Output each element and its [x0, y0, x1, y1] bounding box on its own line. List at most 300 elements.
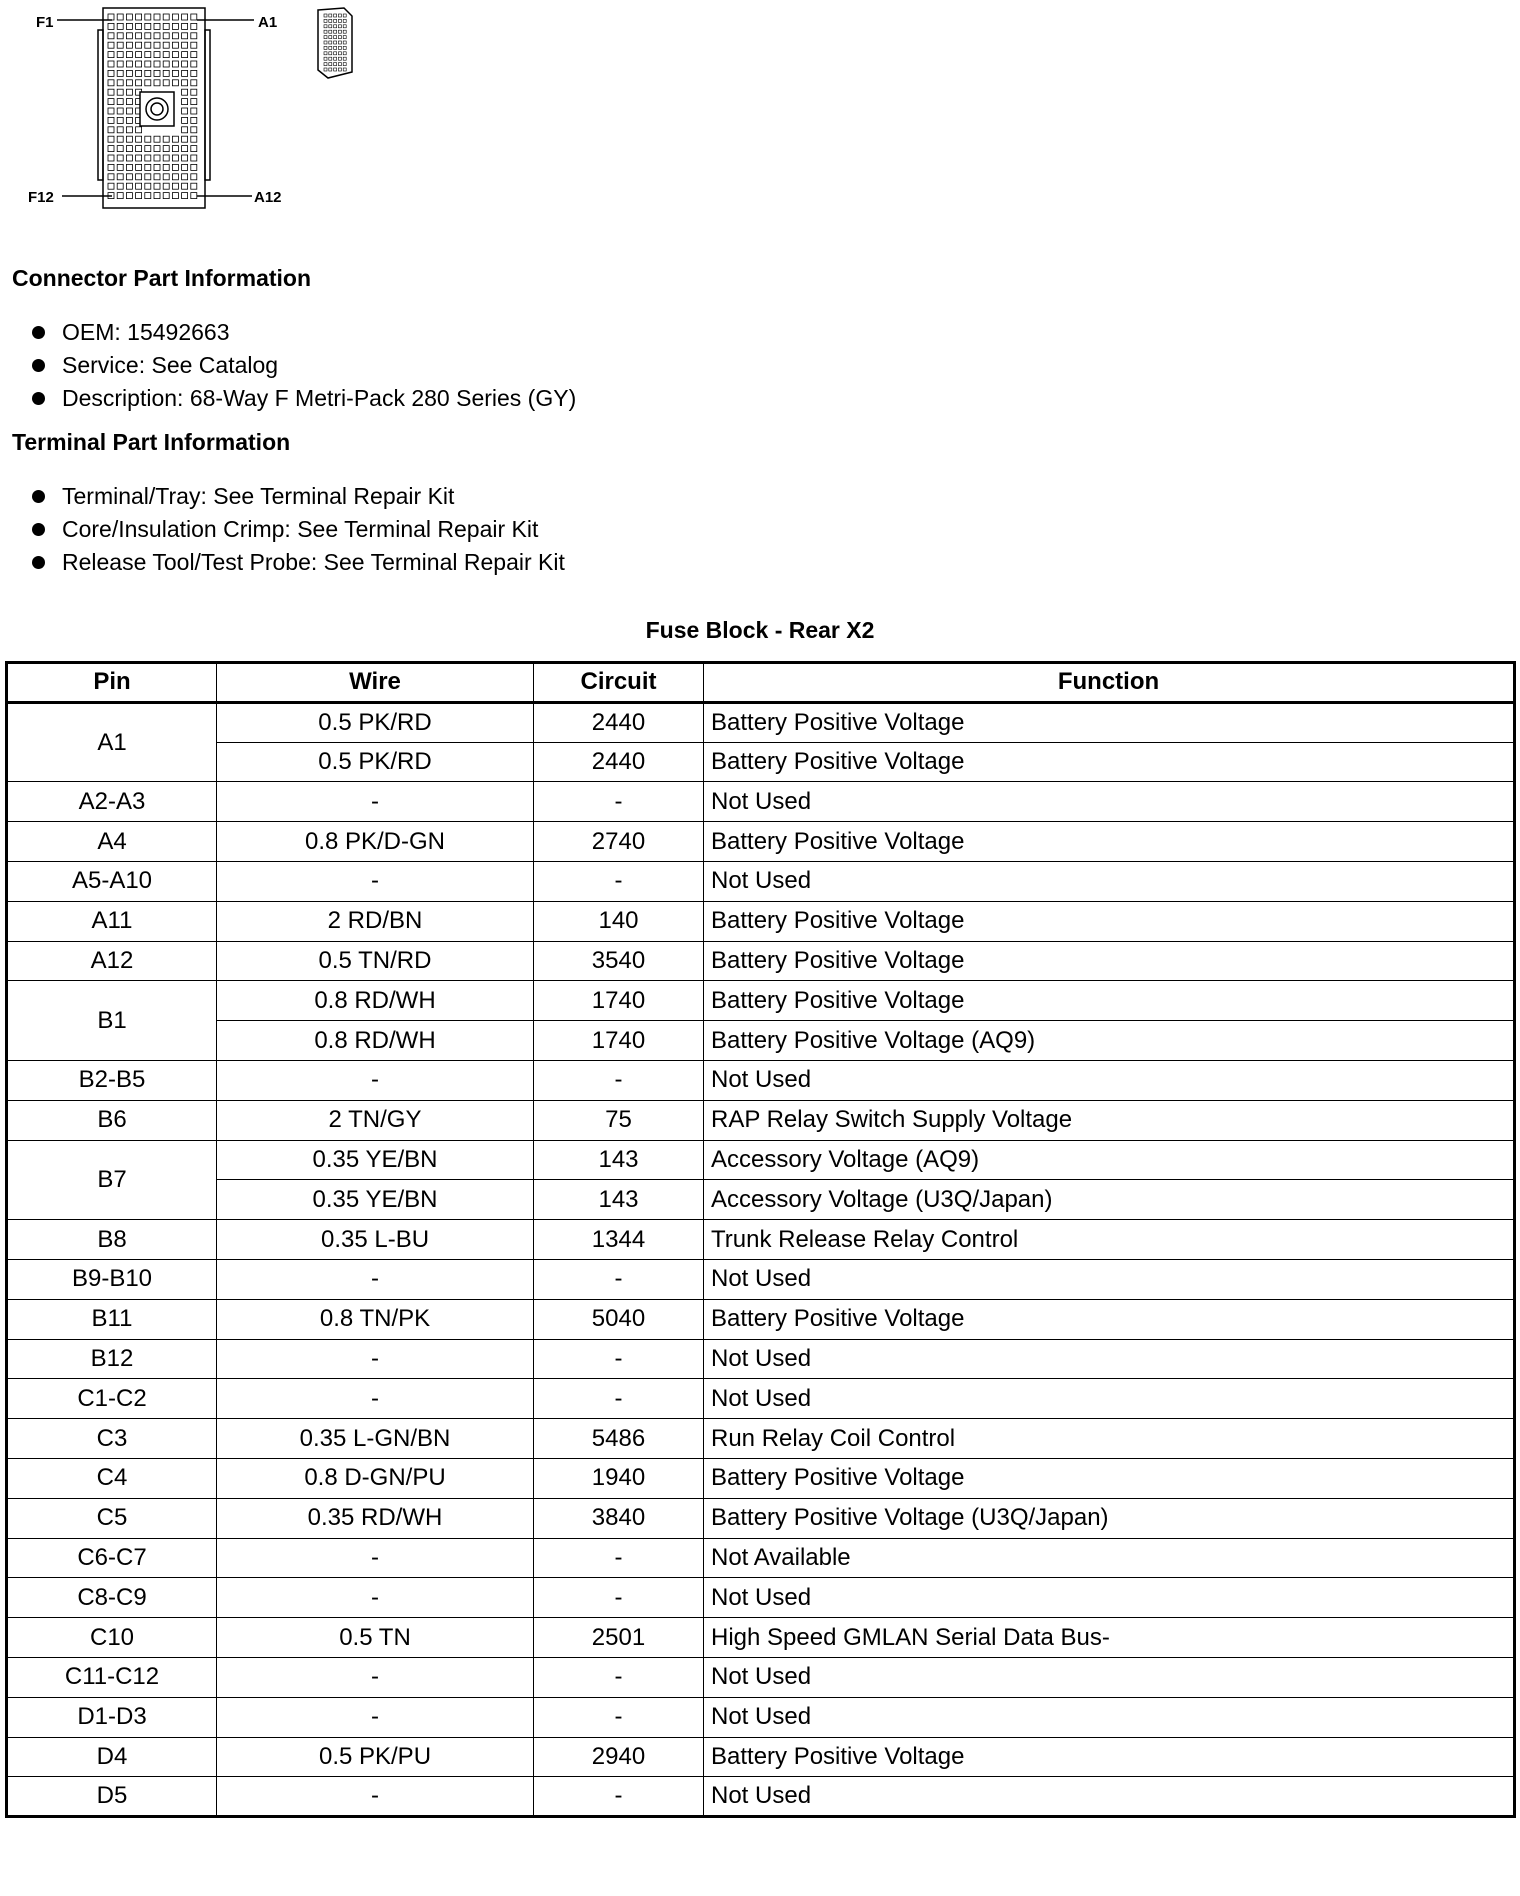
table-row [7, 901, 1515, 941]
cell-wire: 2 RD/BN [217, 901, 534, 941]
cell-circuit: - [534, 861, 704, 901]
side-pin-cavity [343, 41, 346, 44]
pin-cavity [182, 164, 188, 170]
pin-cavity [191, 70, 197, 76]
bullet-icon [32, 556, 45, 569]
bullet-icon [32, 359, 45, 372]
side-pin-cavity [329, 19, 332, 22]
pin-cavity [172, 193, 178, 199]
side-pin-cavity [329, 36, 332, 39]
cell-circuit: 143 [534, 1180, 704, 1220]
side-pin-cavity [338, 63, 341, 66]
pin-cavity [182, 127, 188, 133]
pin-cavity [126, 155, 132, 161]
cell-wire: 0.8 PK/D-GN [217, 822, 534, 862]
table-row [7, 1060, 1515, 1100]
pin-cavity [191, 61, 197, 67]
table-title: Fuse Block - Rear X2 [645, 617, 875, 643]
cell-pin: A4 [7, 822, 217, 862]
pin-cavity [191, 14, 197, 20]
pin-cavity [182, 99, 188, 105]
cell-function: Battery Positive Voltage (AQ9) [704, 1021, 1515, 1061]
cell-circuit: 2740 [534, 822, 704, 862]
side-pin-cavity [343, 57, 346, 60]
side-pin-cavity [334, 30, 337, 33]
cell-function: Accessory Voltage (U3Q/Japan) [704, 1180, 1515, 1220]
cell-circuit: - [534, 1259, 704, 1299]
pin-cavity [182, 33, 188, 39]
side-pin-cavity [324, 25, 327, 28]
pin-cavity [191, 42, 197, 48]
label-a12: A12 [254, 189, 282, 206]
pin-cavity [117, 146, 123, 152]
side-pin-cavity [338, 14, 341, 17]
pin-cavity [117, 136, 123, 142]
pin-cavity [136, 136, 142, 142]
cell-function: Not Used [704, 1379, 1515, 1419]
pin-cavity [145, 70, 151, 76]
pin-cavity [145, 80, 151, 86]
pin-cavity [126, 80, 132, 86]
side-pin-cavity [334, 63, 337, 66]
label-a1: A1 [258, 14, 278, 31]
pin-cavity [182, 80, 188, 86]
pin-cavity [136, 14, 142, 20]
header-wire: Wire [217, 663, 534, 703]
cell-function: Battery Positive Voltage [704, 702, 1515, 742]
list-item: Release Tool/Test Probe: See Terminal Repair Kit [28, 546, 565, 579]
side-pin-cavity [329, 52, 332, 55]
side-pin-cavity [343, 19, 346, 22]
side-pin-cavity [329, 30, 332, 33]
pin-cavity [108, 164, 114, 170]
side-pin-cavity [334, 57, 337, 60]
pin-cavity [117, 127, 123, 133]
connector-side-view [318, 8, 352, 78]
cell-pin: C6-C7 [7, 1538, 217, 1578]
side-pin-cavity [324, 36, 327, 39]
connector-part-info-title: Connector Part Information [12, 265, 312, 291]
pin-cavity [117, 42, 123, 48]
pin-cavity [108, 80, 114, 86]
pin-cavity [172, 52, 178, 58]
pin-cavity [163, 70, 169, 76]
pin-cavity [172, 155, 178, 161]
pin-cavity [136, 52, 142, 58]
pin-cavity [182, 108, 188, 114]
side-pin-cavity [343, 30, 346, 33]
pin-cavity [163, 61, 169, 67]
table-row [7, 1180, 1515, 1220]
pin-cavity [108, 14, 114, 20]
pin-cavity [163, 183, 169, 189]
cell-function: Battery Positive Voltage [704, 822, 1515, 862]
table-row [7, 1737, 1515, 1777]
cell-wire: 0.5 TN [217, 1618, 534, 1658]
bullet-icon [32, 490, 45, 503]
cell-wire: 0.5 PK/RD [217, 702, 534, 742]
pin-cavity [136, 127, 142, 133]
pin-cavity [154, 174, 160, 180]
table-row [7, 981, 1515, 1021]
pin-cavity [117, 61, 123, 67]
side-pin-cavity [343, 14, 346, 17]
side-pin-cavity [338, 36, 341, 39]
pin-cavity [191, 155, 197, 161]
pin-cavity [108, 89, 114, 95]
side-pin-cavity [334, 52, 337, 55]
pin-cavity [126, 14, 132, 20]
pin-cavity [145, 52, 151, 58]
pin-cavity [172, 136, 178, 142]
pin-cavity [191, 52, 197, 58]
cell-function: Battery Positive Voltage [704, 1458, 1515, 1498]
cell-pin: A5-A10 [7, 861, 217, 901]
side-pin-cavity [329, 41, 332, 44]
cell-wire: 0.35 L-GN/BN [217, 1419, 534, 1459]
cell-wire: 0.5 TN/RD [217, 941, 534, 981]
pin-cavity [145, 174, 151, 180]
cell-wire: 0.8 TN/PK [217, 1299, 534, 1339]
pin-cavity [191, 146, 197, 152]
cell-wire: - [217, 1657, 534, 1697]
pin-cavity [191, 89, 197, 95]
pin-cavity [182, 14, 188, 20]
pin-cavity [126, 70, 132, 76]
cell-function: Not Used [704, 1657, 1515, 1697]
side-pin-cavity [343, 68, 346, 71]
pin-cavity [136, 23, 142, 29]
cell-function: Not Used [704, 1697, 1515, 1737]
cell-pin: B8 [7, 1220, 217, 1260]
pin-cavity [117, 164, 123, 170]
table-body [7, 702, 1515, 1816]
cell-wire: 0.35 L-BU [217, 1220, 534, 1260]
table-row [7, 822, 1515, 862]
cell-wire: 0.35 YE/BN [217, 1140, 534, 1180]
side-pin-cavity [329, 57, 332, 60]
pin-cavity [117, 117, 123, 123]
pin-cavity [126, 61, 132, 67]
cell-circuit: - [534, 1657, 704, 1697]
cell-wire: - [217, 1777, 534, 1817]
cell-pin: B2-B5 [7, 1060, 217, 1100]
pin-cavity [126, 174, 132, 180]
pin-cavity [172, 183, 178, 189]
pin-cavity [154, 61, 160, 67]
header-function: Function [704, 663, 1515, 703]
pin-cavity [163, 80, 169, 86]
pin-cavity [191, 108, 197, 114]
pin-cavity [163, 52, 169, 58]
table-row [7, 1538, 1515, 1578]
pin-cavity [163, 155, 169, 161]
pin-cavity [163, 42, 169, 48]
header-circuit: Circuit [534, 663, 704, 703]
header-pin: Pin [7, 663, 217, 703]
pin-cavity [191, 193, 197, 199]
cell-circuit: 2440 [534, 702, 704, 742]
table-row [7, 1697, 1515, 1737]
cell-pin: C1-C2 [7, 1379, 217, 1419]
cell-pin: A12 [7, 941, 217, 981]
cell-pin: C11-C12 [7, 1657, 217, 1697]
pin-cavity [154, 14, 160, 20]
pin-cavity [163, 193, 169, 199]
label-f1: F1 [36, 14, 54, 31]
cell-function: Not Used [704, 1777, 1515, 1817]
list-item: Service: See Catalog [28, 349, 576, 382]
pin-cavity [163, 33, 169, 39]
pin-cavity [108, 155, 114, 161]
pin-cavity [126, 52, 132, 58]
cell-function: Not Used [704, 861, 1515, 901]
cell-pin: C8-C9 [7, 1578, 217, 1618]
pin-cavity [154, 23, 160, 29]
cell-circuit: - [534, 1379, 704, 1419]
table-row [7, 1458, 1515, 1498]
cell-function: Battery Positive Voltage [704, 981, 1515, 1021]
pin-cavity [117, 33, 123, 39]
cell-pin: D1-D3 [7, 1697, 217, 1737]
pin-cavity [108, 61, 114, 67]
pin-cavity [182, 117, 188, 123]
pin-cavity [163, 164, 169, 170]
list-item: Core/Insulation Crimp: See Terminal Repair Kit [28, 513, 565, 546]
side-pin-cavity [343, 46, 346, 49]
cell-pin: B1 [7, 981, 217, 1061]
cell-circuit: 2501 [534, 1618, 704, 1658]
pin-cavity [182, 61, 188, 67]
pin-cavity [191, 174, 197, 180]
cell-function: Not Used [704, 1578, 1515, 1618]
cell-wire: 0.5 PK/PU [217, 1737, 534, 1777]
pin-cavity [126, 183, 132, 189]
table-row [7, 1299, 1515, 1339]
pin-cavity [108, 117, 114, 123]
cell-circuit: 143 [534, 1140, 704, 1180]
pin-cavity [108, 23, 114, 29]
cell-function: Accessory Voltage (AQ9) [704, 1140, 1515, 1180]
cell-circuit: 2440 [534, 742, 704, 782]
side-pin-cavity [324, 46, 327, 49]
table-row [7, 941, 1515, 981]
table-row [7, 1021, 1515, 1061]
side-pin-cavity [324, 63, 327, 66]
side-pin-cavity [324, 14, 327, 17]
cell-wire: 2 TN/GY [217, 1100, 534, 1140]
bullet-icon [32, 523, 45, 536]
table-row [7, 1100, 1515, 1140]
pin-cavity [172, 23, 178, 29]
side-pin-cavity [334, 41, 337, 44]
pin-cavity [191, 183, 197, 189]
cell-circuit: - [534, 1777, 704, 1817]
pin-cavity [191, 164, 197, 170]
pin-cavity [117, 174, 123, 180]
pin-cavity [145, 42, 151, 48]
connector-part-info-list [28, 316, 576, 415]
cell-pin: D5 [7, 1777, 217, 1817]
cell-function: Battery Positive Voltage [704, 901, 1515, 941]
pin-cavity [117, 193, 123, 199]
pin-cavity [145, 14, 151, 20]
cell-pin: A1 [7, 702, 217, 782]
pin-cavity [126, 89, 132, 95]
cell-circuit: 2940 [534, 1737, 704, 1777]
pin-cavity [172, 42, 178, 48]
pin-cavity [182, 89, 188, 95]
cell-wire: 0.8 RD/WH [217, 1021, 534, 1061]
pin-cavity [108, 146, 114, 152]
label-f12: F12 [28, 189, 54, 206]
pin-cavity [108, 108, 114, 114]
cell-circuit: - [534, 1578, 704, 1618]
pin-cavity [136, 183, 142, 189]
cell-function: Not Used [704, 1259, 1515, 1299]
pin-cavity [108, 99, 114, 105]
pin-cavity [126, 99, 132, 105]
side-pin-cavity [334, 25, 337, 28]
cell-circuit: 1344 [534, 1220, 704, 1260]
pin-cavity [108, 127, 114, 133]
pin-cavity [136, 33, 142, 39]
cell-pin: C10 [7, 1618, 217, 1658]
cell-function: Battery Positive Voltage (U3Q/Japan) [704, 1498, 1515, 1538]
side-pin-cavity [338, 46, 341, 49]
cell-pin: A2-A3 [7, 782, 217, 822]
pin-cavity [117, 80, 123, 86]
cell-wire: - [217, 1060, 534, 1100]
cell-pin: B9-B10 [7, 1259, 217, 1299]
pin-cavity [154, 42, 160, 48]
list-item: Description: 68-Way F Metri-Pack 280 Series (GY) [28, 382, 576, 415]
table-row [7, 1777, 1515, 1817]
pin-cavity [154, 136, 160, 142]
cell-circuit: - [534, 1060, 704, 1100]
cell-wire: 0.8 D-GN/PU [217, 1458, 534, 1498]
pin-cavity [154, 193, 160, 199]
pin-cavity [191, 117, 197, 123]
side-pin-cavity [343, 63, 346, 66]
side-pin-cavity [329, 14, 332, 17]
cell-function: RAP Relay Switch Supply Voltage [704, 1100, 1515, 1140]
pin-cavity [182, 70, 188, 76]
table-row [7, 1498, 1515, 1538]
cell-circuit: 75 [534, 1100, 704, 1140]
side-pin-cavity [334, 68, 337, 71]
cell-function: Not Available [704, 1538, 1515, 1578]
pin-cavity [108, 52, 114, 58]
pin-cavity [191, 23, 197, 29]
terminal-part-info-list [28, 480, 565, 579]
cell-function: Not Used [704, 782, 1515, 822]
pin-cavity [136, 155, 142, 161]
pin-cavity [182, 146, 188, 152]
side-pin-cavity [338, 57, 341, 60]
pin-cavity [182, 42, 188, 48]
pin-cavity [145, 146, 151, 152]
table-row [7, 1140, 1515, 1180]
cell-pin: C4 [7, 1458, 217, 1498]
cell-pin: B7 [7, 1140, 217, 1220]
pin-cavity [108, 42, 114, 48]
cell-pin: D4 [7, 1737, 217, 1777]
table-row [7, 702, 1515, 742]
table-row [7, 1657, 1515, 1697]
pin-cavity [191, 33, 197, 39]
cell-circuit: 1740 [534, 981, 704, 1021]
pin-cavity [154, 146, 160, 152]
cell-circuit: 1940 [534, 1458, 704, 1498]
pin-cavity [126, 127, 132, 133]
pin-cavity [163, 23, 169, 29]
table-row [7, 1618, 1515, 1658]
pin-cavity [172, 61, 178, 67]
pin-cavity [191, 99, 197, 105]
side-pin-cavity [338, 41, 341, 44]
pin-cavity [163, 14, 169, 20]
pin-cavity [182, 23, 188, 29]
pin-cavity [126, 146, 132, 152]
bullet-icon [32, 392, 45, 405]
terminal-part-info-title: Terminal Part Information [12, 429, 291, 455]
cell-wire: 0.35 RD/WH [217, 1498, 534, 1538]
pin-cavity [154, 164, 160, 170]
table-row [7, 1379, 1515, 1419]
cell-pin: B11 [7, 1299, 217, 1339]
cell-pin: B12 [7, 1339, 217, 1379]
pin-cavity [172, 80, 178, 86]
cell-circuit: - [534, 1697, 704, 1737]
pin-cavity [108, 33, 114, 39]
cell-circuit: 5040 [534, 1299, 704, 1339]
side-pin-cavity [338, 68, 341, 71]
pin-cavity [172, 14, 178, 20]
pin-cavity [154, 70, 160, 76]
pin-cavity [163, 136, 169, 142]
list-item: OEM: 15492663 [28, 316, 576, 349]
pin-cavity [154, 52, 160, 58]
pin-cavity [172, 164, 178, 170]
side-pin-cavity [343, 36, 346, 39]
cell-wire: - [217, 1379, 534, 1419]
pin-cavity [108, 174, 114, 180]
pin-cavity [117, 108, 123, 114]
pin-cavity [182, 174, 188, 180]
pin-cavity [145, 164, 151, 170]
side-pin-cavity [324, 41, 327, 44]
cell-circuit: 5486 [534, 1419, 704, 1459]
pin-cavity [136, 164, 142, 170]
pin-cavity [117, 23, 123, 29]
list-item: Terminal/Tray: See Terminal Repair Kit [28, 480, 565, 513]
table-row [7, 1259, 1515, 1299]
cell-circuit: - [534, 1339, 704, 1379]
connector-diagram [0, 0, 400, 220]
pin-cavity [145, 136, 151, 142]
cell-circuit: 3540 [534, 941, 704, 981]
pin-cavity [126, 164, 132, 170]
cell-function: Battery Positive Voltage [704, 1737, 1515, 1777]
cell-function: High Speed GMLAN Serial Data Bus- [704, 1618, 1515, 1658]
pin-cavity [154, 80, 160, 86]
side-pin-cavity [343, 25, 346, 28]
cell-wire: - [217, 1339, 534, 1379]
side-pin-cavity [338, 25, 341, 28]
cell-circuit: 140 [534, 901, 704, 941]
pin-cavity [136, 193, 142, 199]
